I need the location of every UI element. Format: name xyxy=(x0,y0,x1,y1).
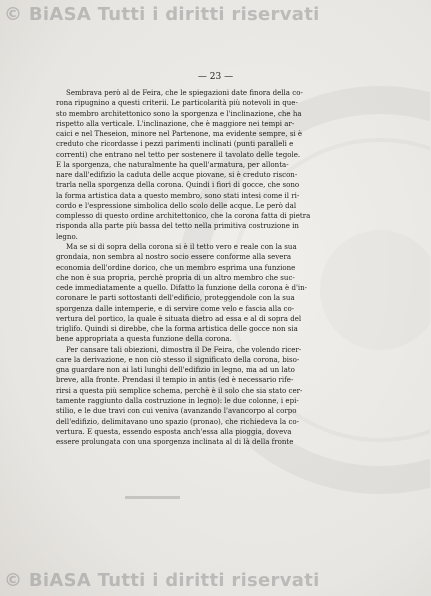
text-line: legno. xyxy=(56,231,78,241)
text-line: vertura del portico, la quale è situata dietro ad essa e al di sopra del xyxy=(56,313,302,323)
text-line: creduto che ricordasse i pezzi parimenti inclinati (punti paralleli e xyxy=(56,139,294,149)
watermark-bottom: © BiASA Tutti i diritti riservati xyxy=(4,570,320,591)
scan-mark xyxy=(125,496,180,499)
text-line: tamente raggiunto dalla costruzione in legno): le due colonne, i epi- xyxy=(56,395,299,405)
text-line: risponda alla parte più bassa del tetto nella primitiva costruzione in xyxy=(56,221,299,231)
page-number: — 23 — xyxy=(197,72,234,82)
text-line: vertura. E questa, essendo esposta anch'essa alla pioggia, doveva xyxy=(56,426,292,436)
text-line: bene appropriata a questa funzione della corona. xyxy=(56,334,232,344)
text-line: breve, alla fronte. Prendasi il tempio in antis (ed è necessario rife- xyxy=(56,375,294,385)
text-line: che non è sua propria, perchè propria di un altro membro che suc- xyxy=(56,272,295,282)
body-text xyxy=(56,88,422,447)
text-line: dell'edifizio, delimitavano uno spazio (pronao), che richiedeva la co- xyxy=(56,416,300,426)
text-line: coronare le parti sottostanti dell'edificio, proteggendole con la sua xyxy=(56,293,295,303)
text-line: triglifo. Quindi si direbbe, che la forma artistica delle gocce non sia xyxy=(56,324,298,334)
text-line: correnti) che entrano nel tetto per sostenere il tavolato delle tegole. xyxy=(56,149,301,159)
text-line: sporgenza dalle intemperie, e di servire come velo e fascia alla co- xyxy=(56,303,295,313)
text-line: nare dall'edifizio la caduta delle acque piovane, si è creduto riscon- xyxy=(56,170,298,180)
text-line: Ma se si di sopra della corona si è il tetto vero e reale con la sua xyxy=(66,241,297,251)
text-line: trarla nella sporgenza della corona. Quindi i fiori di gocce, che sono xyxy=(56,180,300,190)
text-line: grondaia, non sembra al nostro socio essere conforme alla severa xyxy=(56,252,292,262)
text-line: Sembrava però al de Feira, che le spiegazioni date finora della co- xyxy=(66,88,303,97)
text-line: Per cansare tali obiezioni, dimostra il De Feira, che volendo ricer- xyxy=(66,344,302,354)
text-line: care la derivazione, e non ciò stesso il significato della corona, biso- xyxy=(56,354,300,364)
text-line: gna guardare non ai lati lunghi dell'edifizio in legno, ma ad un lato xyxy=(56,365,295,375)
text-line: caici e nel Theseion, minore nel Partenone, ma evidente sempre, si è xyxy=(56,129,303,139)
text-line: essere prolungata con una sporgenza inclinata al di là della fronte xyxy=(56,437,294,447)
text-line: rona ripugnino a questi criterii. Le particolarità più notevoli in que- xyxy=(56,98,298,108)
text-line: cede immediatamente a quello. Difatto la funzione della corona è d'in- xyxy=(56,283,308,293)
text-line: economia dell'ordine dorico, che un membro esprima una funzione xyxy=(56,262,296,272)
watermark-top: © BiASA Tutti i diritti riservati xyxy=(4,4,320,25)
text-line: cordo e l'espressione simbolica dello scolo delle acque. Le però dal xyxy=(56,200,297,210)
text-line: rispetto alla verticale. L'inclinazione, che è maggiore nei tempi ar- xyxy=(56,118,295,128)
text-line: sto membro architettonico sono la sporgenza e l'inclinazione, che ha xyxy=(56,108,302,118)
text-line: E la sporgenza, che naturalmente ha quell'armatura, per allonta- xyxy=(56,159,289,169)
text-line: rirsi a questa più semplice schema, perchè è il solo che sia stato cer- xyxy=(56,385,303,395)
text-line: complesso di questo ordine architettonico, che la corona fatta di pietra xyxy=(56,211,311,221)
text-line: stilio, e le due travi con cui veniva (avanzando l'avancorpo al corpo xyxy=(56,406,297,416)
text-line: la forma artistica data a questo membro, sono stati intesi come il ri- xyxy=(56,190,300,200)
